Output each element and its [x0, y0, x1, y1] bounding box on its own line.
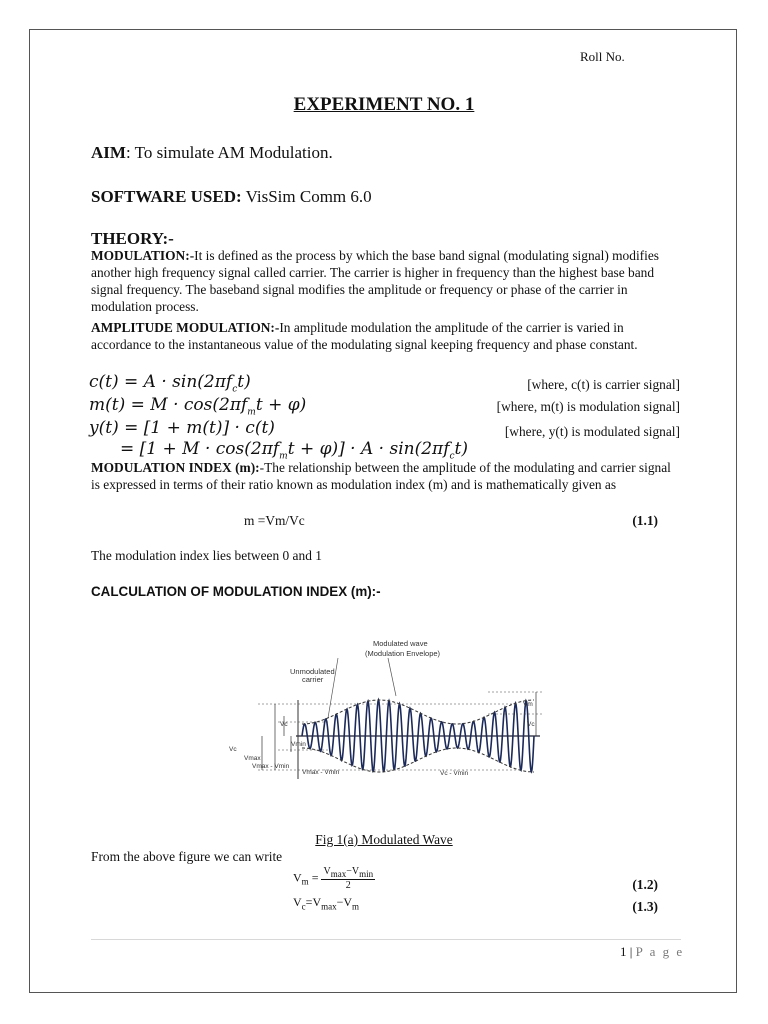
software-label: SOFTWARE USED:: [91, 187, 242, 206]
upper-envelope: [302, 700, 534, 724]
am-heading: AMPLITUDE MODULATION:-: [91, 320, 280, 335]
equation-number-1-2: (1.2): [632, 877, 658, 892]
aim-label: AIM: [91, 143, 126, 162]
aim-line: [91, 143, 333, 163]
carrier-equation: $c(t) = A \cdot \sin(2\pi f_ct)$: [89, 372, 251, 395]
software-text: VisSim Comm 6.0: [241, 187, 372, 206]
am-paragraph: [91, 319, 681, 353]
vm-equation: $V_m$ = $\frac{V_{max}-V_{min}}{2}$: [293, 866, 374, 891]
equation-number-1-1: (1.1): [632, 513, 658, 528]
modulation-index-heading: MODULATION INDEX (m):: [91, 460, 260, 475]
footer-rule: [91, 939, 681, 940]
software-line: [91, 187, 372, 207]
aim-text: : To simulate AM Modulation.: [125, 143, 333, 162]
figure-label-unmodulated: Unmodulated: [290, 667, 335, 676]
figure-label-vc-inner: Vc: [280, 721, 288, 728]
page-title: EXPERIMENT NO. 1: [293, 94, 475, 115]
page-word: P a g e: [635, 944, 685, 959]
page-number: [620, 944, 684, 960]
modulated-equation-line2: = $[1 + M \cdot \cos(2\pi f_mt + \varphi)] \cdot A \cdot \sin(2\pi f_ct)$: [120, 439, 469, 462]
roll-number-label: Roll No.: [580, 49, 625, 64]
figure-label-envelope: (Modulation Envelope): [365, 649, 441, 658]
modulation-index-text: -The relationship between the amplitude of the modulating and carrier signal is expressed in terms of their ratio known as modulation index (m) and is mathematically given as: [91, 460, 671, 492]
carrier-note: [where, c(t) is carrier signal]: [527, 377, 680, 392]
theory-heading: THEORY:-: [91, 229, 174, 248]
figure-label-vm: Vm: [523, 701, 533, 708]
equation-number-1-3: (1.3): [632, 899, 658, 914]
modulation-heading: MODULATION:-: [91, 248, 195, 263]
calculation-heading: CALCULATION OF MODULATION INDEX (m):-: [91, 584, 381, 599]
figure-label-vmax-vmin: Vmax - Vmin: [252, 763, 290, 770]
modulated-wave-figure: [218, 634, 548, 824]
page-number-value: 1 |: [620, 944, 633, 959]
modulated-equation-line1: y(t) = [1 + m(t)] · c(t): [89, 418, 275, 438]
figure-label-carrier: carrier: [302, 675, 324, 684]
figure-label-vmax-vmin-2: Vmax - Vmin: [302, 769, 340, 776]
figure-label-vmax-left: Vmax: [244, 755, 261, 762]
modulation-index-range: The modulation index lies between 0 and 1: [91, 548, 322, 563]
vc-equation: $V_c=V_{max}-V_m$: [293, 895, 360, 912]
modulated-note: [where, y(t) is modulated signal]: [504, 424, 680, 439]
from-figure-text: From the above figure we can write: [91, 849, 283, 864]
figure-label-wave: Modulated wave: [373, 639, 428, 648]
modulation-index-paragraph: [91, 459, 681, 493]
modulation-index-formula: m =Vm/Vc: [244, 513, 305, 528]
figure-label-vc-right: Vc: [527, 721, 535, 728]
am-text: In amplitude modulation the amplitude of the carrier is varied in accordance to the instantaneous value of the modulating signal keeping frequency and phase constant.: [91, 320, 638, 352]
modulation-paragraph: [91, 247, 681, 315]
figure-label-vc-left: Vc: [229, 746, 237, 753]
figure-label-vc-vmin: Vc - Vmin: [440, 770, 469, 777]
modulating-equation: $m(t) = M \cdot \cos(2\pi f_mt + \varphi)$: [89, 395, 307, 418]
modulating-note: [where, m(t) is modulation signal]: [496, 399, 680, 414]
figure-label-vmin: Vmin: [291, 741, 306, 748]
modulation-text: It is defined as the process by which the base band signal (modulating signal) modifies another high frequency signal called carrier. The carrier is higher in frequency than the highest base band signal frequency. The baseband signal modifies the amplitude or frequency or phase of the carrier in modulation process.: [91, 248, 660, 314]
figure-caption: Fig 1(a) Modulated Wave: [315, 832, 453, 847]
